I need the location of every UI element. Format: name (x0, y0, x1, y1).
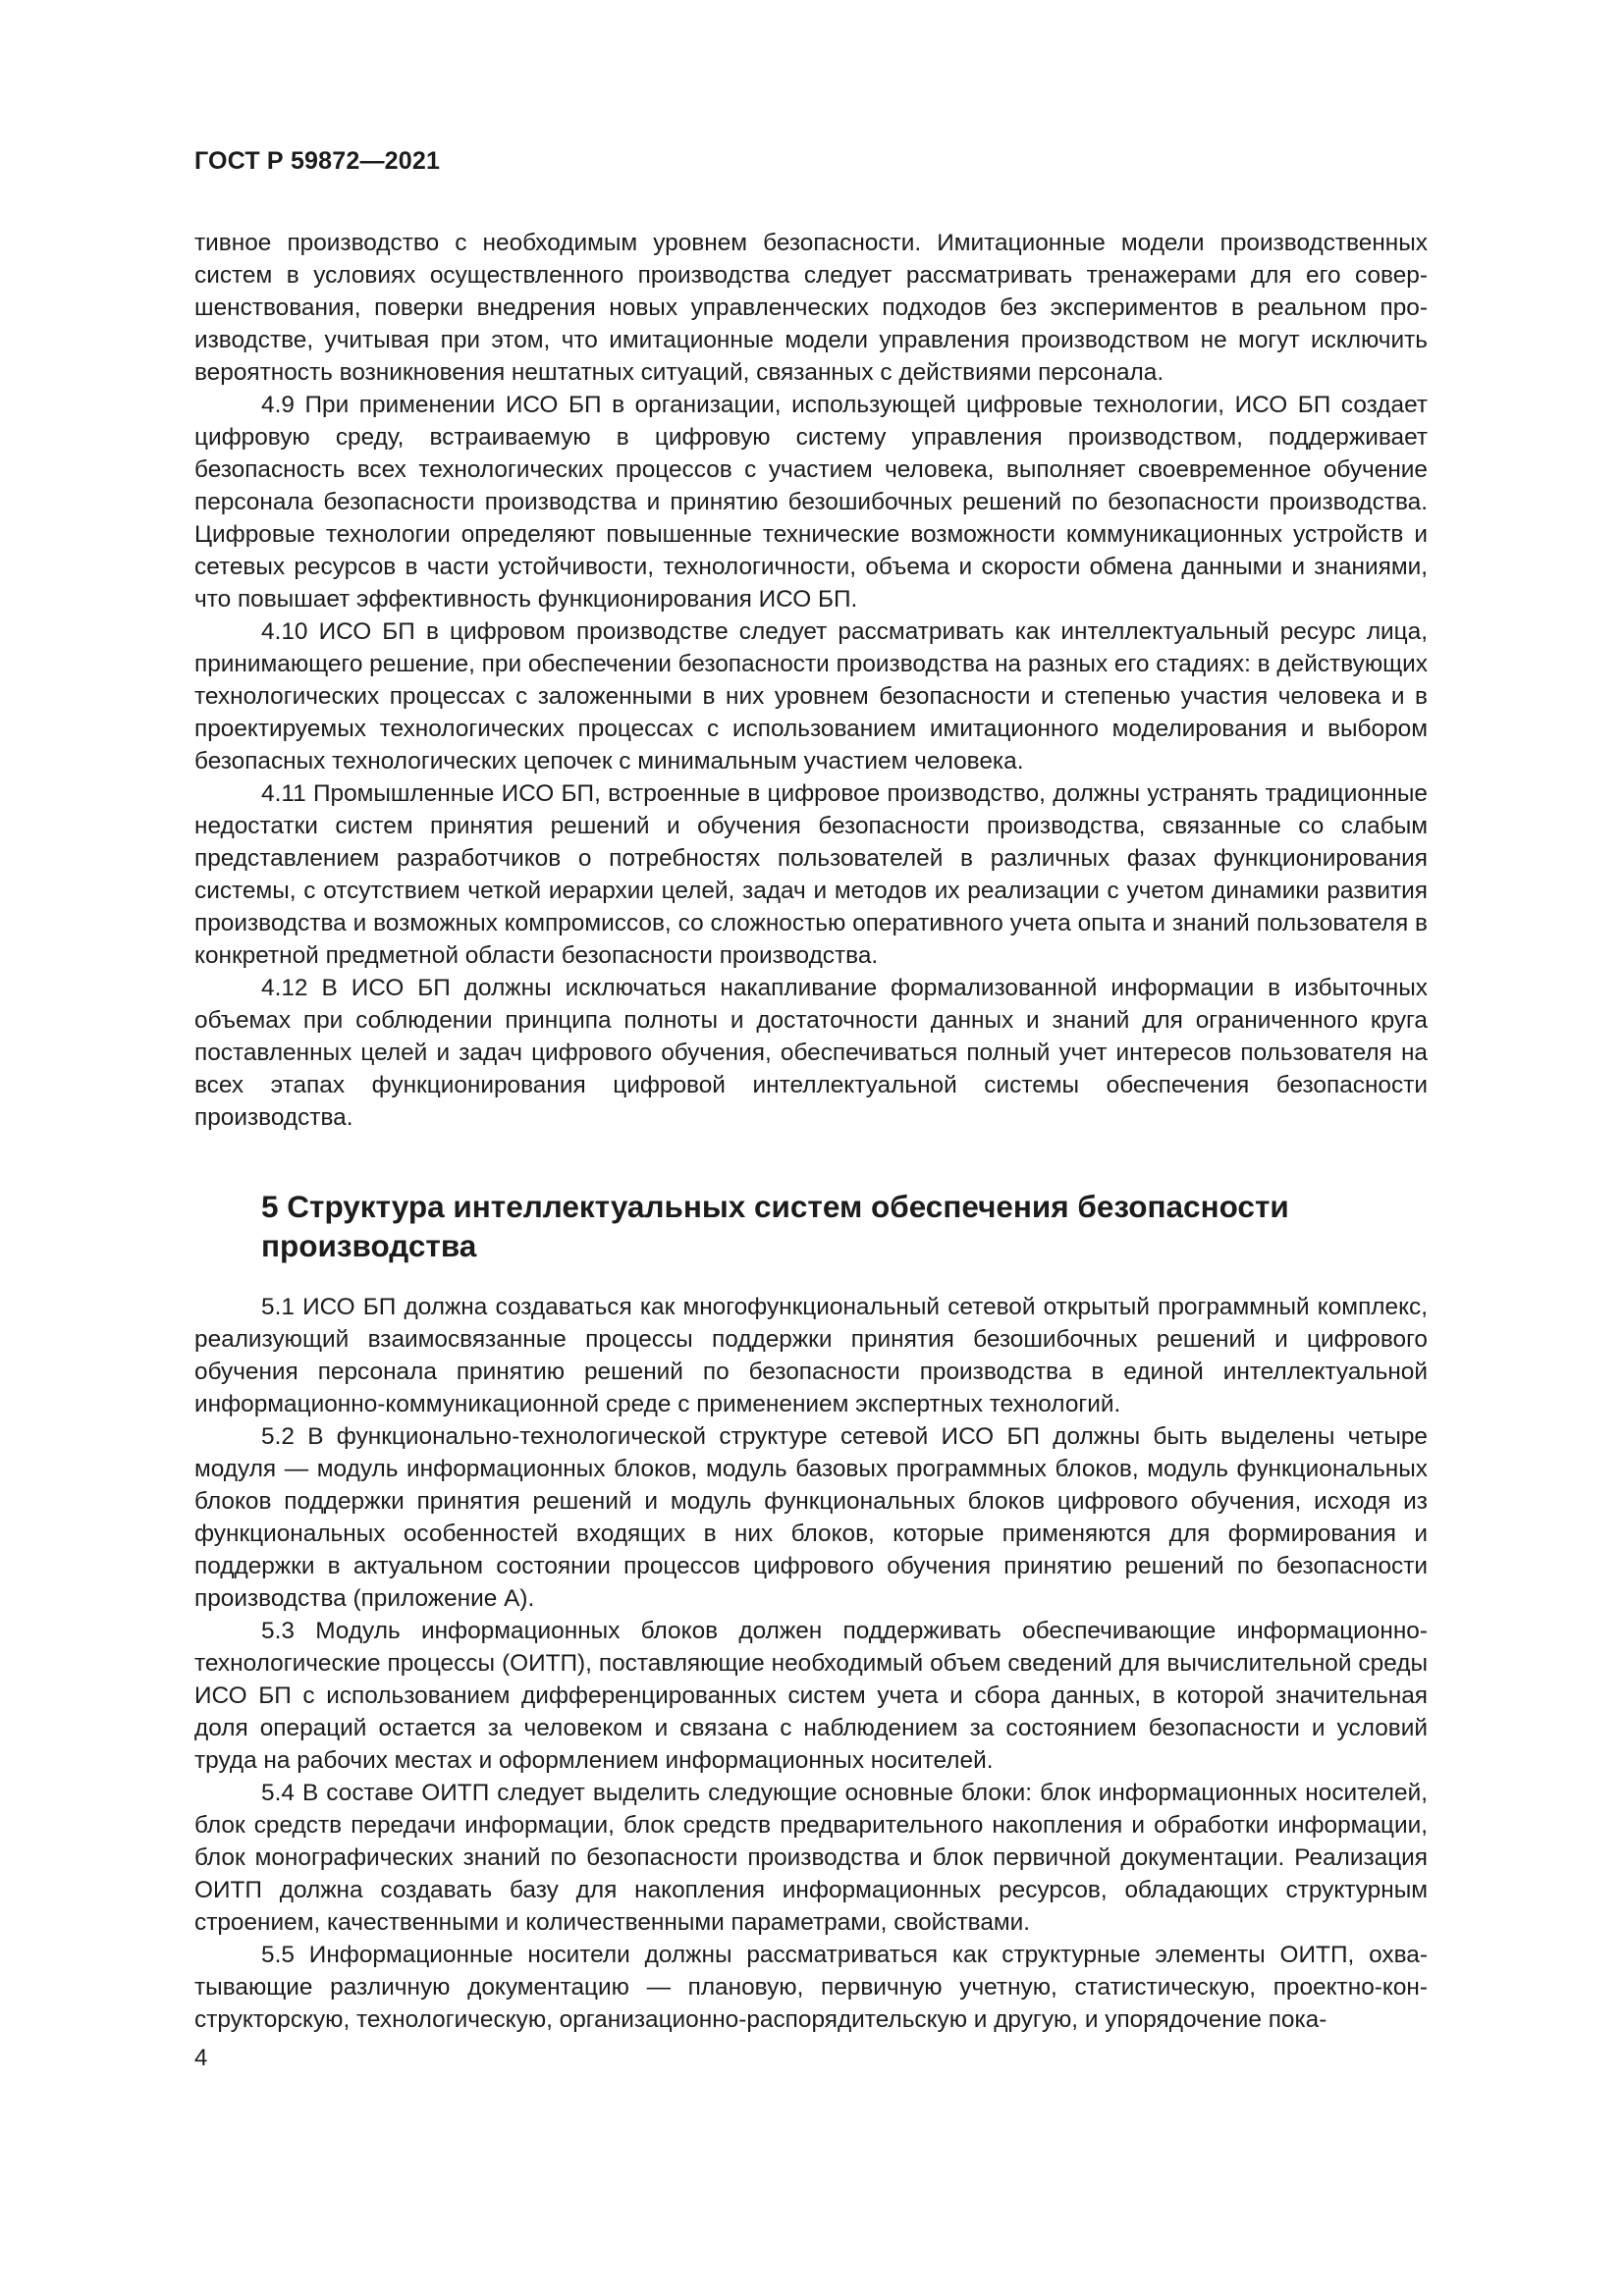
page-number: 4 (194, 2045, 208, 2071)
paragraph-4-9: 4.9 При применении ИСО БП в организации, использующей цифровые технологии, ИСО БП создает цифровую среду, встраиваемую в цифровую систему управления производством, поддерживает безопасность всех технологических процессов с участием человека, выполняет своевременное обучение персонала безопасности производства и принятию безошибочных решений по безопасности производства. Цифровые технологии определяют повышенные технические возможности коммуникационных устройств и сетевых ресурсов в части устойчивости, технологичности, объема и скорости обмена данными и знаниями, что повышает эффективность функционирования ИСО БП. (194, 392, 1428, 613)
section-text (194, 1291, 1428, 2036)
section-heading: 5 Структура интеллектуальных систем обеспечения безопасности производства (261, 1189, 1289, 1263)
intro-text (194, 227, 1428, 1134)
paragraph-continuation: тивное производство с необходимым уровнем безопасности. Имитационные модели производственных систем в условиях осуществленного производства следует рассматривать тренажерами для его совершенствования, поверки внедрения новых управленческих подходов без экспериментов в реальном производстве, учитывая при этом, что имитационные модели управления производством не могут исключить вероятность возникновения нештатных ситуаций, связанных с действиями персонала. (194, 230, 1428, 386)
paragraph-5-3: 5.3 Модуль информационных блоков должен поддерживать обеспечивающие информационнотехнологические процессы (ОИТП), поставляющие необходимый объем сведений для вычислительной среды ИСО БП с использованием дифференцированных систем учета и сбора данных, в которой значительная доля операций остается за человеком и связана с наблюдением за состоянием безопасности и условий труда на рабочих местах и оформлением информационных носителей. (194, 1618, 1428, 1774)
paragraph-4-10: 4.10 ИСО БП в цифровом производстве следует рассматривать как интеллектуальный ресурс лица, принимающего решение, при обеспечении безопасности производства на разных его стадиях: в действующих технологических процессах с заложенными в них уровнем безопасности и степенью участия человека и в проектируемых технологических процессах с использованием имитационного моделирования и выбором безопасных технологических цепочек с минимальным участием человека. (194, 618, 1428, 774)
paragraph-5-4: 5.4 В составе ОИТП следует выделить следующие основные блоки: блок информационных носителей, блок средств передачи информации, блок средств предварительного накопления и обработки информации, блок монографических знаний по безопасности производства и блок первичной документации. Реализация ОИТП должна создавать базу для накопления информационных ресурсов, обладающих структурным строением, качественными и количественными параметрами, свойствами. (194, 1780, 1428, 1936)
paragraph-5-2: 5.2 В функционально-технологической структуре сетевой ИСО БП должны быть выделены четыре модуля — модуль информационных блоков, модуль базовых программных блоков, модуль функциональных блоков поддержки принятия решений и модуль функциональных блоков цифрового обучения, исходя из функциональных особенностей входящих в них блоков, которые применяются для формирования и поддержки в актуальном состоянии процессов цифрового обучения принятию решений по безопасности производства (приложение А). (194, 1423, 1428, 1612)
document-header: ГОСТ Р 59872—2021 (194, 147, 441, 175)
paragraph-5-5: 5.5 Информационные носители должны рассматриваться как структурные элементы ОИТП, охватывающие различную документацию — плановую, первичную учетную, статистическую, проектно-конструкторскую, технологическую, организационно-распорядительскую и другую, и упорядочение пока- (194, 1942, 1428, 2033)
document-page (194, 147, 1428, 2036)
paragraph-5-1: 5.1 ИСО БП должна создаваться как многофункциональный сетевой открытый программный комплекс, реализующий взаимосвязанные процессы поддержки принятия безошибочных решений и цифрового обучения персонала принятию решений по безопасности производства в единой интеллектуальной информационно-коммуникационной среде с применением экспертных технологий. (194, 1294, 1428, 1417)
paragraph-4-11: 4.11 Промышленные ИСО БП, встроенные в цифровое производство, должны устранять традиционные недостатки систем принятия решений и обучения безопасности производства, связанные со слабым представлением разработчиков о потребностях пользователей в различных фазах функционирования системы, с отсутствием четкой иерархии целей, задач и методов их реализации с учетом динамики развития производства и возможных компромиссов, со сложностью оперативного учета опыта и знаний пользователя в конкретной предметной области безопасности производства. (194, 780, 1428, 969)
paragraph-4-12: 4.12 В ИСО БП должны исключаться накапливание формализованной информации в избыточных объемах при соблюдении принципа полноты и достаточности данных и знаний для ограниченного круга поставленных целей и задач цифрового обучения, обеспечиваться полный учет интересов пользователя на всех этапах функционирования цифровой интеллектуальной системы обеспечения безопасности производства. (194, 975, 1428, 1131)
